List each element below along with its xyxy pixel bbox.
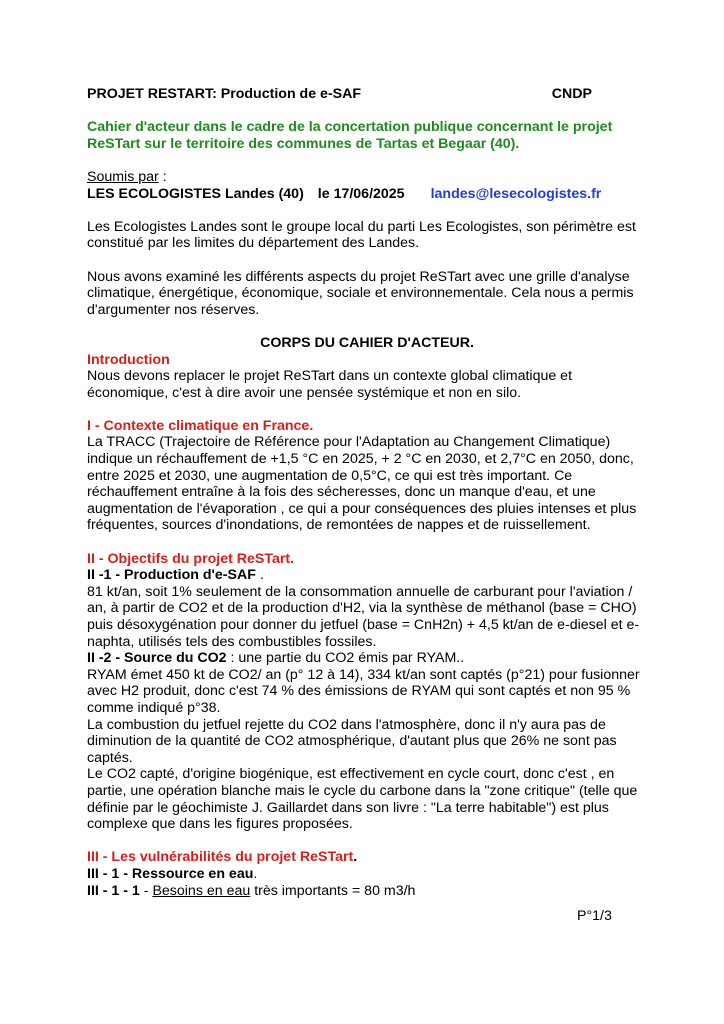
section2-sub1-heading: II -1 - Production d'e-SAF [87,567,256,584]
section3-sub1-heading-line [87,866,647,883]
submitted-line [87,186,647,203]
section2-sub2-paragraph-2: La combustion du jetfuel rejette du CO2 dans l'atmosphère, donc il n'y aura pas de diminution de la quantité de CO2 atmosphérique, d'autant plus que 26% ne sont pas captés. [87,716,617,766]
section1-heading: I - Contexte climatique en France. [87,417,314,434]
introduction-heading: Introduction [87,351,170,368]
section3-sub1-heading: III - 1 - Ressource en eau [87,865,254,882]
page-content [87,86,647,899]
section2-sub2-heading-line [87,650,647,667]
section3-heading: III - Les vulnérabilités du projet ReSTart [87,849,354,866]
paragraph-group-description: Les Ecologistes Landes sont le groupe local du parti Les Ecologistes, son périmètre est constitué par les limites du département des Landes. [87,218,636,252]
section2-heading: II - Objectifs du projet ReSTart. [87,550,295,567]
paragraph-analysis: Nous avons examiné les différents aspects du projet ReSTart avec une grille d'analyse climatique, énergétique, économique, sociale et environnementale. Cela nous a permis d'argumenter nos réserves. [87,268,634,318]
submitted-suffix: : [158,168,167,185]
page-number: P°1/3 [577,908,612,924]
section3-heading-suffix: . [353,849,358,866]
body-title: CORPS DU CAHIER D'ACTEUR. [260,334,474,351]
section2-sub1-heading-line [87,567,647,584]
section2-sub2-paragraph-3: Le CO2 capté, d'origine biogénique, est effectivement en cycle court, donc c'est , en partie, une opération blanche mais le cycle du carbone dans la "zone critique" (telle que définie par le géochimiste J. Gaillardet dans son livre : "La terre habitable") est plus complexe que dans les figures proposées. [87,766,638,833]
submission-date: le 17/06/2025 [317,185,405,202]
section3-sub11-label: Besoins en eau [152,882,251,899]
author-name: LES ECOLOGISTES Landes (40) [87,185,304,202]
section3-sub11-dash: - [139,882,153,899]
section3-sub11-prefix: III - 1 - 1 [87,882,140,899]
submitted-label-line [87,169,647,186]
document-header [87,86,592,103]
section2-sub1-text: 81 kt/an, soit 1% seulement de la consommation annuelle de carburant pour l'aviation / an, à partir de CO2 et de la production d'H2, via la synthèse de méthanol (base = CHO) puis désoxygénation pour donner du jetfuel (base = CnH2n) + 4,5 kt/an de e-diesel et e-naphta, utilisés tels des combustibles fossiles. [87,583,640,650]
submitted-label: Soumis par [87,168,159,185]
org-label: CNDP [551,86,592,102]
section3-heading-line [87,849,647,866]
section2-sub2-paragraph-1: RYAM émet 450 kt de CO2/ an (p° 12 à 14), 334 kt/an sont captés (p°21) pour fusionner avec H2 produit, donc c'est 74 % des émissions de RYAM qui sont captés et non 95 % comme indiqué p°38. [87,666,640,716]
section3-sub11-line [87,883,647,900]
document-title: PROJET RESTART: Production de e-SAF [87,86,362,102]
section2-sub2-inline: : une partie du CO2 émis par RYAM.. [226,650,465,667]
introduction-text: Nous devons replacer le projet ReSTart dans un contexte global climatique et économique, c'est à dire avoir une pensée systémique et non en silo. [87,368,573,401]
email-link[interactable]: landes@lesecologistes.fr [430,185,602,202]
section2-sub2-heading: II -2 - Source du CO2 [87,650,227,667]
section3-sub1-suffix: . [253,865,258,882]
section2-sub1-suffix: . [255,567,264,584]
intro-statement: Cahier d'acteur dans le cadre de la concertation publique concernant le projet ReSTart sur le territoire des communes de Tartas et Begaar (40). [87,119,613,152]
section3-sub11-text: très importants = 80 m3/h [250,882,416,899]
section1-text: La TRACC (Trajectoire de Référence pour l'Adaptation au Changement Climatique) indique un réchauffement de +1,5 °C en 2025, + 2 °C en 2030, et 2,7°C en 2050, donc, entre 2025 et 2030, une augmentation de 0,5°C, ce qui est très important. Ce réchauffement entraîne à la fois des sécheresses, donc un manque d'eau, et une augmentation de l'évaporation , ce qui a pour conséquences des pluies intenses et plus fréquentes, sources d'inondations, de remontées de nappes et de ruissellement. [87,434,637,534]
